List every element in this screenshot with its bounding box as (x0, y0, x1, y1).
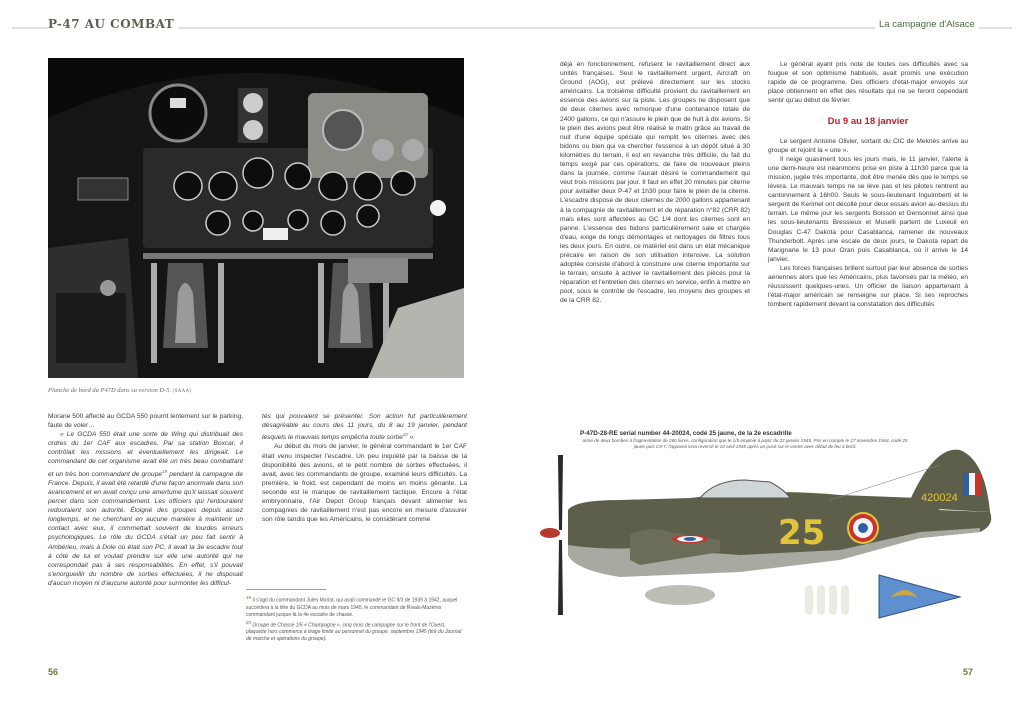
footnotes (246, 594, 466, 643)
footnote-20: 20 Groupe de Chasse 1/5 « Champagne », cinq mois de campagne sur le front de l'Ouest, plaquette hors commerce à tirage limité au personnel du groupe, septembre 1945 (tiré du Journal de marche et opérations du groupe). (246, 619, 462, 643)
paragraph: Morane 500 affecté au GCDA 550 pourrit lentement sur le parking, faute de voler… (48, 413, 243, 430)
page-number-left: 56 (48, 667, 59, 677)
page-number-right: 57 (963, 667, 974, 677)
left-page-column-1 (48, 412, 243, 588)
footnote-rule (246, 589, 326, 590)
section-heading: Du 9 au 18 janvier (827, 116, 909, 128)
paragraph: Le sergent Antoine Olivier, sortant du CIC de Meknès arrive au groupe et rejoint la « une ». (768, 137, 968, 154)
paragraph-quote-end: tés qui pouvaient se présenter. Son action fut particulièrement désagréable au cours des 11 jours, du 8 au 19 janvier, pendant lesquels le mauvais temps empêcha toute sortie$^{20}$ ». (262, 413, 467, 442)
cockpit-photo (48, 58, 464, 378)
paragraph: Au début du mois de janvier, le général commandant le 1er CAF était venu inspecter l'escadre. Un peu inquiété par la baisse de la disponibilité des avions, et le petit nombre de sorties effectuées, il avait, avec les commandants de groupe, examiné leurs difficultés. La première, le froid, est cependant de moins en moins gênante. La seconde est le manque de ravitaillement tactique. Encore à l'état embryonnaire, l'Air Depot Group français devant alimenter les compagnies de ravitaillement n'est pas encore en mesure d'assurer son rôle tandis que les Américains, le considérant comme (262, 443, 467, 524)
footnote-ref[interactable]: 20 (402, 432, 408, 438)
footnote-ref[interactable]: 19 (162, 468, 168, 474)
profile-description: armé de deux bombes à fragmentation de 260 livres, configuration que le 1/5 emploie à partir du 22 janvier 1945. Pris en compte le 27 novembre 1944, codé 25 jaune puis C9-Y, l'appareil sera reversé le 10 avril 1945 après un posé sur le ventre avec début de feu à bord. (582, 438, 908, 449)
right-page-column-2 (768, 60, 968, 309)
paragraph: Le général ayant pris note de toutes ces difficultés avec sa fougue et son optimisme habituels, avait promis une exécution rapide de ce programme. Des officiers d'état-major envoyés sur place obtiennent en effet des résultats qui ne se feront cependant sentir qu'au début de février. (768, 61, 968, 105)
paragraph: déjà en fonctionnement, refusent le ravitaillement direct aux unités françaises. Seul le ravitaillement urgent, Aircraft on Ground (AOG), est prélevé directement sur les stocks américains. La troisième difficulté provient du ravitaillement en essence des avions sur la piste. Les groupes ne disposent que de deux citernes avec remorque d'une contenance totale de 2400 gallons, ce qui n'assure le plein que de huit à dix avions. Si le plein des avions peut être réalisé le matin grâce au travail de nuit d'une équipe spéciale qui remplit les citernes avec des bidons ou bien qui va chercher l'essence à un dépôt situé à 30 kilomètres du terrain, il est en revanche très difficile, du fait du temps exigé par ces opérations, de faire de nouveaux pleins dans la journée, comme l'aurait désiré le commandement qui veut trois missions par jour. Il faut en effet 20 minutes par citerne pour avitailler deux P-47 et 1h30 pour faire le plein de la citerne. L'escadre dispose de deux citernes de 2000 gallons appartenant à la compagnie de ravitaillement et de réparation n°82 (CRR 82) mais elles sont affectées au GC 1/4 dont les citernes sont en panne. L'essence des bidons particulièrement sale et chargée d'eau, exige de longs démontages et nettoyages de filtres tous les deux jours. En outre, ce matériel est dans un état mécanique précaire en raison de son utilisation intensive. La solution adoptée consiste d'abord à construire une citerne importante sur le terrain, ensuite à activer le ravitaillement des pièces pour la réparation et l'entretien des citernes en service, enfin à mettre en pool, sous le contrôle de l'escadre, les moyens des groupes et de la CRR 82. (560, 61, 750, 305)
paragraph: Les forces françaises brillent surtout par leur absence de sorties aériennes alors que les Américains, plus favorisés par la météo, en réussissent quelques-unes. Un officier de liaison appartenant à l'état-major américain se renseigne sur place. Si ses reproches tombent rapidement devant la constatation des difficultés (768, 264, 968, 309)
caption-source: (SAAA) (172, 389, 192, 394)
paragraph-quote: « Le GCDA 550 était une sorte de Wing qui distribuait des ordres du 1er CAF aux escadres. Par sa station Boxcar, il contrôlait les missions et éventuellement les dirigeait. Le commandant de cet organisme avait été un très beau combattant et un très bon commandant de groupe$^{19}$ pendant la campagne de France. Depuis, il avait été retardé d'une façon anormale dans son avancement et en avait conçu une amertume qu'il laissait souvent percer dans son commandement. Les officiers qui l'entouraient redoutaient son autorité. Éloigné des groupes depuis assez longtemps, et ne cherchant en aucune manière à maintenir un contact avec eux, il commettait souvent de lourdes erreurs psychologiques. Le rôle du GCDA s'était un peu fait sentir à Ambérieu, mais à Dole où était son PC, il avait la 3e escadre tout à côté de lui et voulait prendre sur elle une autorité qui ne correspondait pas à ses responsabilités. En effet, s'il pouvait s'enorgueillir du nombre de sorties effectuées, il ne disposait d'aucun moyen ni d'aucune autorité pour surmonter les difficul- (48, 431, 243, 587)
right-page-column-1 (560, 60, 750, 306)
caption-text: Planche de bord du P47D dans sa version D-5. (48, 387, 173, 394)
tail-serial: 420024 (921, 492, 958, 504)
profile-title: P-47D-28-RE serial number 44-20024, codé 25 jaune, de la 2e escadrille (580, 430, 792, 437)
paragraph: Il neige quasiment tous les jours mais, le 11 janvier, l'alerte à une demi-heure est néanmoins prise en piste à 11h30 parce que la mission, jugée très importante, doit être menée dès que le temps se lèvera. Le mauvais temps ne se lève pas et les pilotes rentrent au cantonnement à 16h00. Seuls le sous-lieutenant Inguimberti et le sergent de Kerimel ont décollé pour deux essais avion au-dessus du terrain. Le même jour les sergents Boisson et Gensonnet ainsi que les sous-lieutenants Bressieux et Muselli partent de Luxeuil en Douglas C-47 Dakota pour Casablanca, ramener de nouveaux Thunderbolt. Après une escale de deux jours, le Dakota repart de Marignane le 13 pour Oran puis Casablanca, où il arrive le 14 janvier. (768, 155, 968, 263)
running-head-right: La campagne d'Alsace (875, 19, 979, 30)
aircraft-code: 25 (778, 513, 826, 553)
running-head-left: P-47 AU COMBAT (48, 17, 178, 31)
aircraft-profile-illustration (540, 440, 1000, 640)
left-page-column-2 (262, 412, 467, 524)
photo-caption (48, 387, 191, 394)
footnote-19: 19 Il s'agit du commandant Jules Morlat, qui avait commandé le GC II/3 de 1939 à 1942, auquel succédera à la tête du GCDA au mois de mars 1945, le commandant de Rivals-Mazères commandant jusque-là la 4e escadre de chasse. (246, 595, 458, 618)
